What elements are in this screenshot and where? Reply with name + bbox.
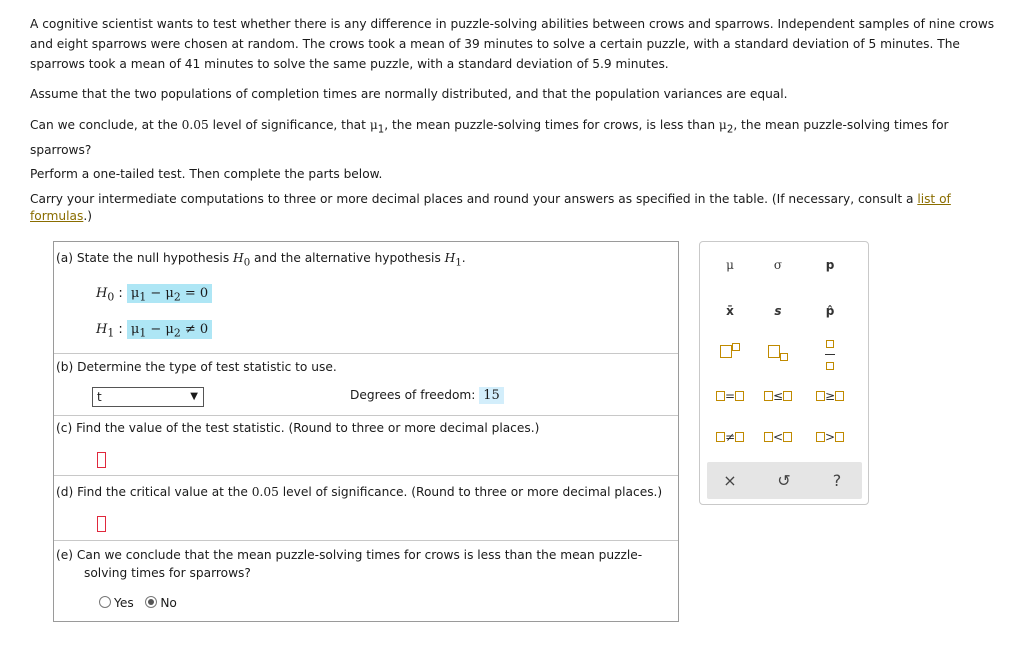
palette-actions xyxy=(707,462,862,499)
problem-paragraph-4: Perform a one-tailed test. Then complete the parts below. xyxy=(30,167,383,181)
less-than-key[interactable]: < xyxy=(758,426,798,448)
undo-icon[interactable]: ↺ xyxy=(777,471,791,490)
alternative-hypothesis: $H_1$ : $\mu_1 - \mu_2 \ne 0$ xyxy=(96,322,212,340)
part-b-label: (b) Determine the type of test statistic to use. xyxy=(56,360,337,374)
formulas-link[interactable]: list of xyxy=(917,192,951,206)
clear-icon[interactable]: × xyxy=(723,471,737,490)
superscript-template-key[interactable] xyxy=(710,342,750,364)
greater-than-key[interactable]: > xyxy=(810,426,850,448)
alpha-value: 0.05 xyxy=(181,118,209,132)
part-a-label: (a) State the null hypothesis $H_0$ and the alternative hypothesis $H_1$. xyxy=(56,251,466,269)
formulas-link-cont[interactable]: formulas xyxy=(30,209,84,223)
null-hypothesis-expression[interactable]: $\mu_1 - \mu_2 = 0$ xyxy=(127,284,212,303)
divider xyxy=(54,540,678,541)
null-hypothesis: $H_0$ : $\mu_1 - \mu_2 = 0$ xyxy=(96,286,212,304)
subscript-template-key[interactable] xyxy=(758,342,798,364)
not-equal-key[interactable]: ≠ xyxy=(710,426,750,448)
dropdown-arrow-icon: ▼ xyxy=(190,391,198,402)
part-c-label: (c) Find the value of the test statistic. (Round to three or more decimal places.) xyxy=(56,421,540,435)
part-d-label: (d) Find the critical value at the 0.05 level of significance. (Round to three or more decimal places.) xyxy=(56,485,663,499)
alternative-hypothesis-expression[interactable]: $\mu_1 - \mu_2 \ne 0$ xyxy=(127,320,212,339)
critical-value-input[interactable] xyxy=(97,516,106,532)
radio-no[interactable]: No xyxy=(145,596,177,610)
test-statistic-select[interactable]: t ▼ xyxy=(92,387,204,407)
p-key[interactable]: p xyxy=(825,258,835,272)
divider xyxy=(54,415,678,416)
greater-equal-key[interactable]: ≥ xyxy=(810,385,850,407)
answer-panel xyxy=(53,241,679,622)
sigma-key[interactable]: σ xyxy=(773,258,783,272)
degrees-of-freedom-value[interactable]: 15 xyxy=(479,387,504,404)
problem-paragraph-1: A cognitive scientist wants to test whether there is any difference in puzzle-solving abilities between crows and sparrows. Independent samples of nine crows and eight sparrows were chosen at random. The crows took a mean of 39 minutes to solve a certain puzzle, with a standard deviation of 5 minutes. The sparrows took a mean of 41 minutes to solve the same puzzle, with a standard deviation of 5.9 minutes. xyxy=(30,17,995,71)
test-statistic-input[interactable] xyxy=(97,452,106,468)
equals-key[interactable]: = xyxy=(710,385,750,407)
divider xyxy=(54,353,678,354)
radio-yes[interactable]: Yes xyxy=(99,596,134,610)
less-equal-key[interactable]: ≤ xyxy=(758,385,798,407)
part-e-label: (e) Can we conclude that the mean puzzle-solving times for crows is less than the mean puzzle- solving times for sparrows? xyxy=(56,548,643,580)
problem-paragraph-5: Carry your intermediate computations to three or more decimal places and round your answers as specified in the table. (If necessary, consult a list of formulas.) xyxy=(30,192,951,223)
conclusion-options xyxy=(99,594,177,612)
s-key[interactable]: s xyxy=(774,304,782,318)
problem-paragraph-2: Assume that the two populations of completion times are normally distributed, and that the population variances are equal. xyxy=(30,87,788,101)
divider xyxy=(54,475,678,476)
mu-key[interactable]: μ xyxy=(726,258,734,272)
xbar-key[interactable]: x̄ xyxy=(726,304,734,318)
phat-key[interactable]: p̂ xyxy=(825,304,835,318)
symbol-palette xyxy=(699,241,869,505)
fraction-template-key[interactable] xyxy=(810,338,850,360)
help-icon[interactable]: ? xyxy=(832,471,842,490)
problem-paragraph-3: Can we conclude, at the 0.05 level of significance, that $\mu_1$, the mean puzzle-solving times for crows, is less than $\mu_2$, the mean puzzle-solving times for sparrows? xyxy=(30,118,949,158)
degrees-of-freedom: Degrees of freedom: 15 xyxy=(350,388,504,403)
